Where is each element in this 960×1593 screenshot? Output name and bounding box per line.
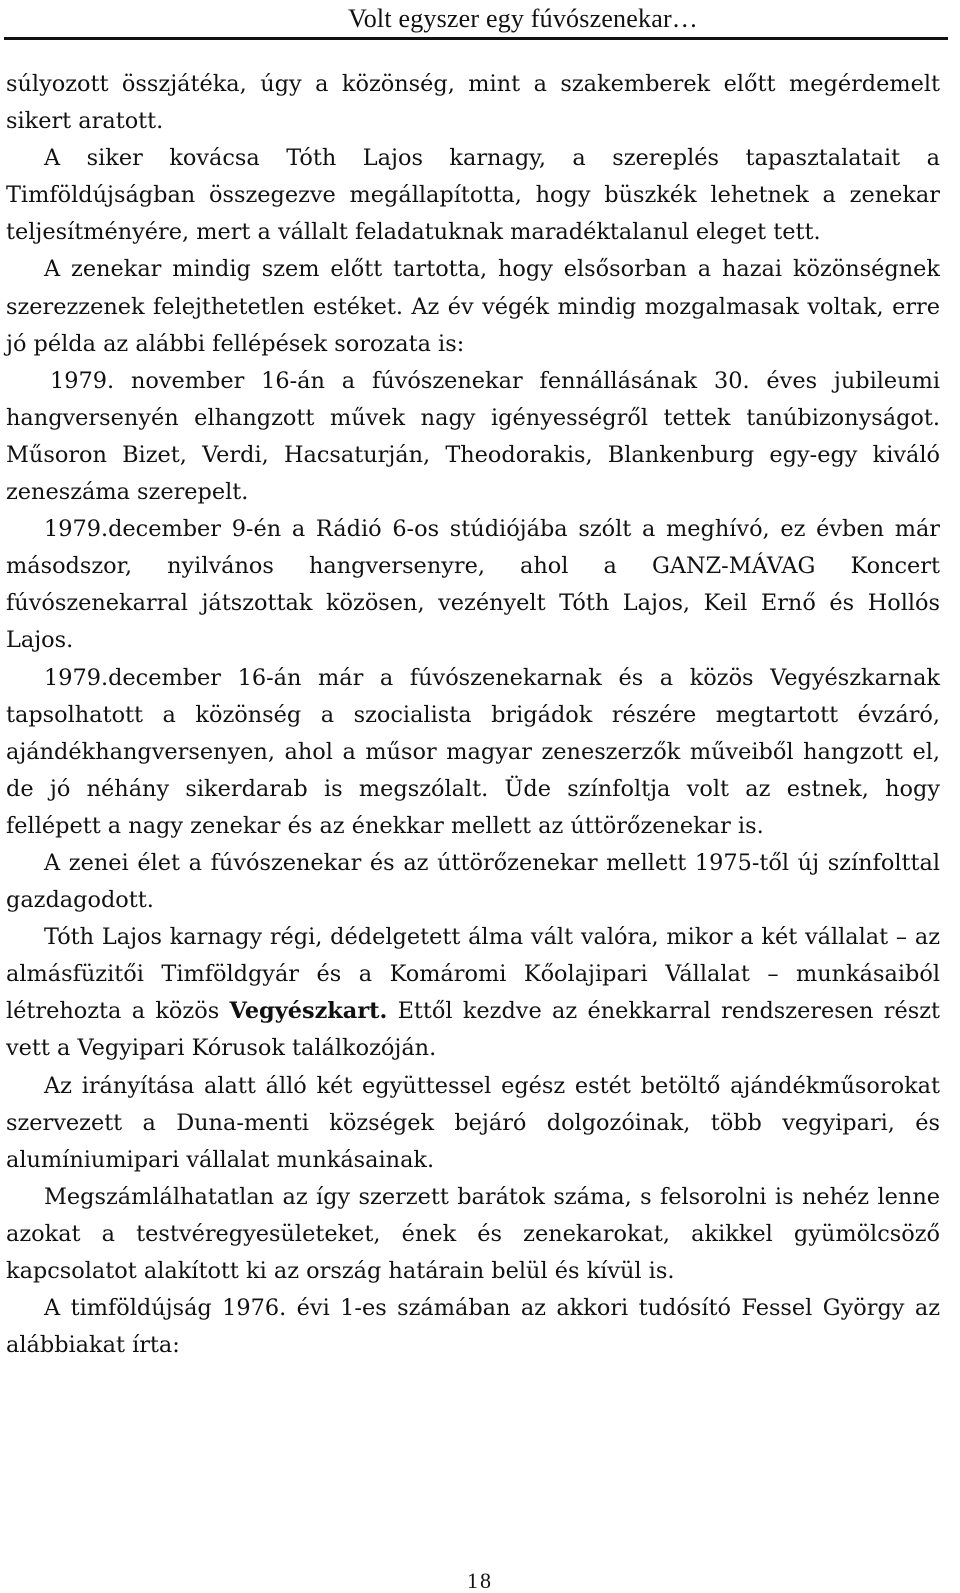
paragraph: A zenei élet a fúvószenekar és az úttörőzenekar mellett 1975-től új színfolttal gazdagodott. [6, 849, 940, 914]
paragraph-text-part: Ettől kezdve az énekkarral rendszeresen részt vett a Vegyipari Kórusok találkozóján. [6, 998, 940, 1062]
body-text [6, 66, 940, 1364]
paragraph: Az irányítása alatt álló két együttessel egész estét betöltő ajándékműsorokat szervezett a Duna-menti községek bejáró dolgozóinak, több vegyipari, és alumíniumipari vállalat munkásainak. [6, 1072, 940, 1173]
paragraph: A timföldújság 1976. évi 1-es számában az akkori tudósító Fessel György az alábbiakat írta: [6, 1295, 940, 1359]
page-number: 18 [467, 1568, 493, 1593]
bold-term: Vegyészkart. [229, 998, 388, 1025]
paragraph: 1979. november 16-án a fúvószenekar fennállásának 30. éves jubileumi hangversenyén elhangzott művek nagy igényességről tettek tanúbizonyságot. Műsoron Bizet, Verdi, Hacsaturján, Theodorakis, Blankenburg egy-egy kiváló zeneszáma szerepelt. [6, 367, 940, 506]
paragraph-with-bold [6, 919, 940, 1067]
running-header-title: Volt egyszer egy fúvószenekar… [348, 4, 698, 33]
paragraph-text-part: Tóth Lajos karnagy régi, dédelgetett álma vált valóra, mikor a két vállalat – az almásfüzitői Timföldgyár és a Komáromi Kőolajipari Vállalat – munkásaiból létrehozta a közös [6, 924, 940, 1025]
header-rule [4, 37, 948, 40]
paragraph: 1979.december 9-én a Rádió 6-os stúdiójába szólt a meghívó, ez évben már másodszor, nyilvános hangversenyre, ahol a GANZ-MÁVAG Koncert fúvószenekarral játszottak közösen, vezényelt Tóth Lajos, Keil Ernő és Hollós Lajos. [6, 516, 940, 654]
paragraph: 1979.december 16-án már a fúvószenekarnak és a közös Vegyészkarnak tapsolhatott a közönség a szocialista brigádok részére megtartott évzáró, ajándékhangversenyen, ahol a műsor magyar zeneszerzők műveiből hangzott el, de jó néhány sikerdarab is megszólalt. Üde színfoltja volt az estnek, hogy fellépett a nagy zenekar és az énekkar mellett az úttörőzenekar is. [6, 664, 940, 839]
paragraph: A siker kovácsa Tóth Lajos karnagy, a szereplés tapasztalatait a Timföldújságban összegezve megállapította, hogy büszkék lehetnek a zenekar teljesítményére, mert a vállalt feladatuknak maradéktalanul eleget tett. [6, 145, 940, 246]
paragraph-continuation: súlyozott összjátéka, úgy a közönség, mint a szakemberek előtt megérdemelt sikert aratott. [6, 71, 940, 135]
paragraph: Megszámlálhatatlan az így szerzett barátok száma, s felsorolni is nehéz lenne azokat a testvéregyesületeket, ének és zenekarokat, akikkel gyümölcsöző kapcsolatot alakított ki az ország határain belül és kívül is. [6, 1183, 940, 1284]
paragraph: A zenekar mindig szem előtt tartotta, hogy elsősorban a hazai közönségnek szerezzenek felejthetetlen estéket. Az év végék mindig mozgalmasak voltak, erre jó példa az alábbi fellépések sorozata is: [6, 256, 940, 357]
